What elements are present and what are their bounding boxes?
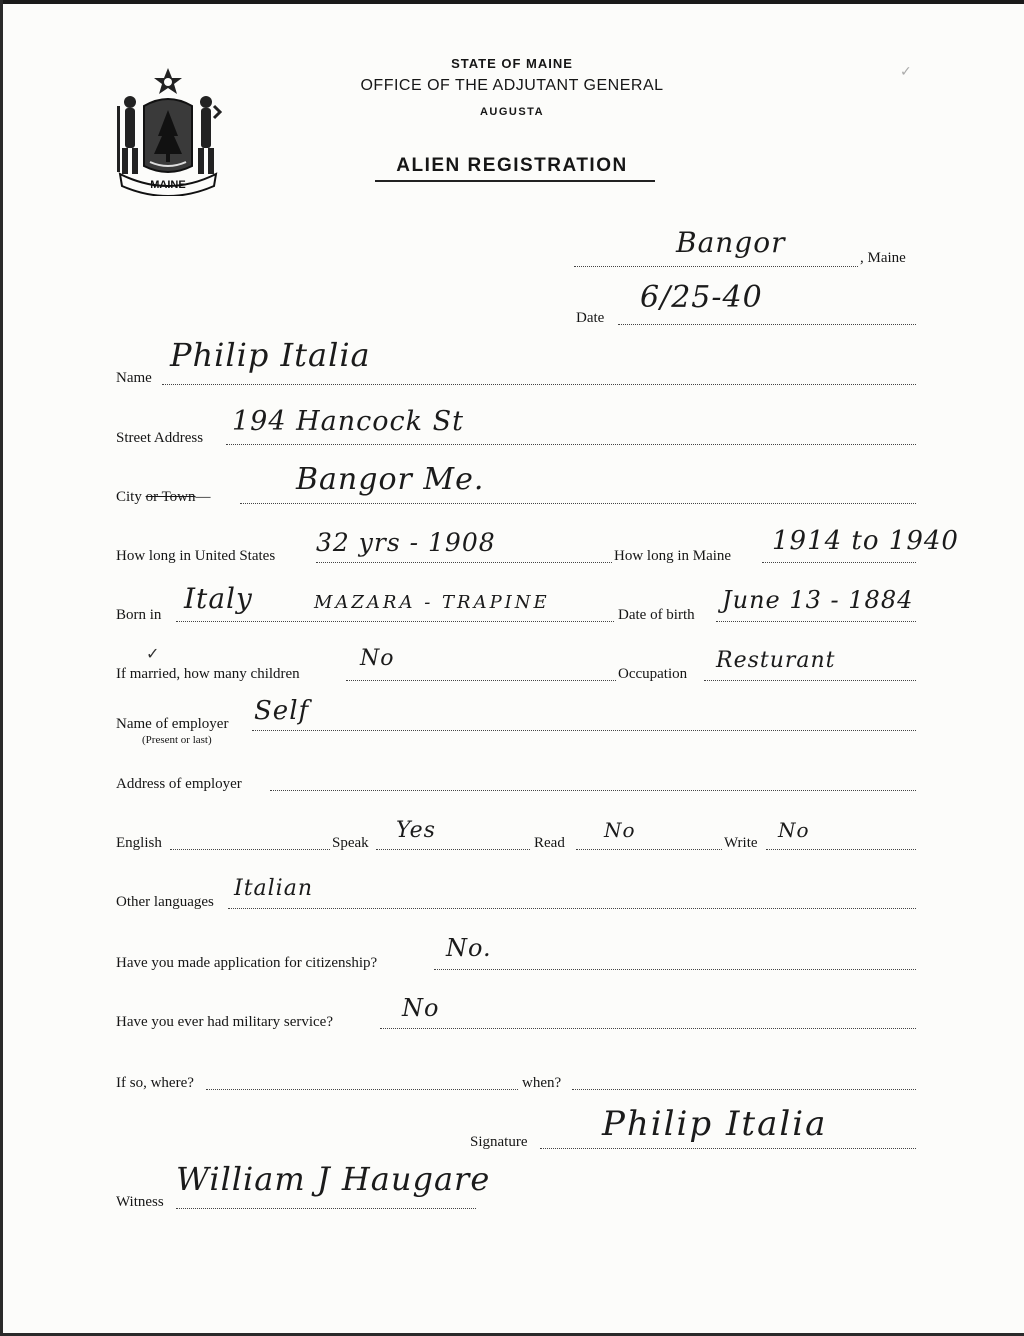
occupation-label: Occupation	[618, 666, 688, 682]
read-value: No	[604, 818, 636, 842]
born-place-value: MAZARA - TRAPINE	[314, 592, 550, 613]
name-line	[162, 384, 916, 385]
signature-line	[540, 1148, 916, 1149]
street-line	[226, 444, 916, 445]
street-label: Street Address	[116, 430, 204, 446]
city-value: Bangor Me.	[296, 462, 485, 497]
scan-edge-left	[0, 0, 3, 1336]
speak-line	[376, 849, 530, 850]
city-label-dash: —	[195, 489, 211, 505]
header-city: AUGUSTA	[479, 106, 545, 118]
margin-check-icon: ✓	[900, 64, 912, 80]
us-value: 32 yrs - 1908	[316, 528, 496, 557]
place-suffix: , Maine	[860, 250, 906, 266]
where-label: If so, where?	[116, 1075, 194, 1091]
maine-label: How long in Maine	[614, 548, 732, 564]
when-line	[572, 1089, 916, 1090]
citizenship-line	[434, 969, 916, 970]
employer-line	[252, 730, 916, 731]
street-value: 194 Hancock St	[232, 406, 464, 437]
read-line	[576, 849, 722, 850]
read-label: Read	[534, 835, 565, 851]
dob-line	[716, 621, 916, 622]
occupation-value: Resturant	[716, 648, 836, 673]
military-value: No	[402, 994, 440, 1022]
dob-label: Date of birth	[618, 607, 695, 623]
write-value: No	[778, 818, 810, 842]
born-label: Born in	[116, 607, 162, 623]
when-label: when?	[522, 1075, 562, 1091]
signature-label: Signature	[470, 1134, 528, 1150]
title-underline	[375, 180, 655, 182]
witness-value: William J Haugare	[176, 1160, 491, 1198]
speak-label: Speak	[332, 835, 369, 851]
employer-label: Name of employer	[116, 716, 229, 732]
name-label: Name	[116, 370, 152, 386]
children-value: No	[360, 646, 395, 671]
emp-address-label: Address of employer	[116, 776, 242, 792]
place-line	[574, 266, 858, 267]
city-label	[116, 489, 211, 506]
children-label: If married, how many children	[116, 666, 300, 682]
name-value: Philip Italia	[170, 336, 371, 374]
check-mark-icon: ✓	[146, 644, 160, 663]
header-state: STATE OF MAINE	[451, 56, 573, 71]
date-value: 6/25-40	[640, 280, 763, 315]
seal-text: MAINE	[150, 179, 186, 191]
place-value: Bangor	[676, 226, 786, 259]
employer-sub-label: (Present or last)	[142, 734, 212, 746]
other-lang-value: Italian	[234, 876, 314, 901]
scan-edge-top	[0, 0, 1024, 4]
city-line	[240, 503, 916, 504]
us-line	[316, 562, 612, 563]
emp-address-line	[270, 790, 916, 791]
signature-value: Philip Italia	[602, 1104, 828, 1144]
citizenship-value: No.	[446, 934, 492, 962]
dob-value: June 13 - 1884	[722, 586, 914, 614]
city-label-city: City	[116, 489, 146, 505]
us-label: How long in United States	[116, 548, 276, 564]
born-value: Italy	[184, 582, 253, 615]
other-lang-line	[228, 908, 916, 909]
write-label: Write	[724, 835, 758, 851]
children-line	[346, 680, 616, 681]
page-title: ALIEN REGISTRATION	[396, 155, 628, 176]
header-office: OFFICE OF THE ADJUTANT GENERAL	[360, 77, 664, 94]
date-line	[618, 324, 916, 325]
military-label: Have you ever had military service?	[116, 1014, 333, 1030]
english-label: English	[116, 835, 162, 851]
where-line	[206, 1089, 518, 1090]
speak-value: Yes	[396, 818, 436, 843]
city-label-or-town: or Town	[145, 489, 196, 505]
witness-label: Witness	[116, 1194, 164, 1210]
write-line	[766, 849, 916, 850]
other-lang-label: Other languages	[116, 894, 214, 910]
military-line	[380, 1028, 916, 1029]
witness-line	[176, 1208, 476, 1209]
maine-line	[762, 562, 916, 563]
citizenship-label: Have you made application for citizenship?	[116, 955, 378, 971]
english-line	[170, 849, 330, 850]
maine-value: 1914 to 1940	[772, 526, 959, 556]
date-label: Date	[576, 310, 605, 326]
occupation-line	[704, 680, 916, 681]
born-line	[176, 621, 614, 622]
employer-value: Self	[254, 696, 310, 726]
